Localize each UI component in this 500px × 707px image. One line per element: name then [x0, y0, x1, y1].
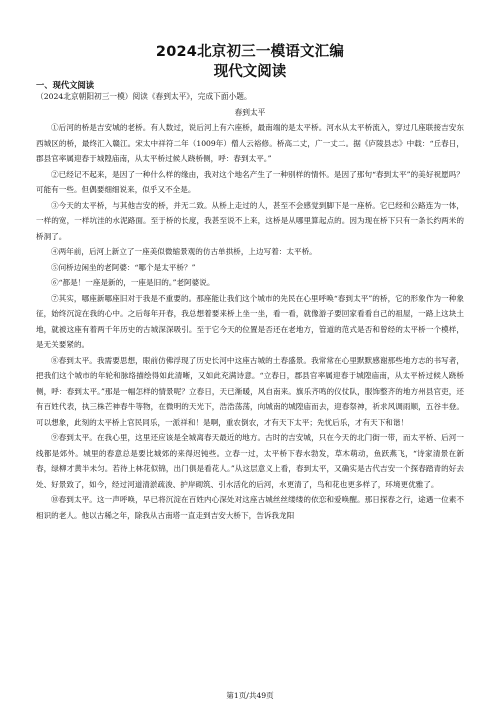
page-number: 第1页/共49页 [226, 691, 274, 700]
paragraph-8: ⑧春到太平。我需要思想，眼前仿佛浮现了历史长河中这座古城的土春盛景。我常常在心里默默感谢那些地方志的书写者，把我们这个城市的年轮和脉络描绘得如此清晰，又如此充满诗意。“立春日，郡县官率属迎春于城隍庙南，从太平桥过候人跷桥侧，呼：春到太平。”那是一幅怎样的情景呢？立春日，天已渐暖，风自南来。旗乐齐鸣的仪仗队，服饰整齐的地方州县官吏，还有百姓代表，执三株芒神春牛等物，在微明的天光下，浩浩荡荡，向城南的城隍庙而去，迎春祭神，祈求风调雨顺，五谷丰登。可以想象，此刻的太平桥上官民同乐，一派祥和！是啊，重农倒农，才有天下太平；先忧后乐，才有天下和谐！ [36, 355, 464, 427]
paragraph-10: ⑩春到太平。这一声呼唤，早已将沉淀在百姓内心深处对这座古城丝丝缕缕的依恋和爱唤醒。那日探春之行，途遇一位素不相识的老人。他以古稀之年，除我从古南塔一直走到吉安大桥下，告诉我龙阳 [36, 495, 464, 520]
section-heading: 一、现代文阅读 [36, 80, 95, 90]
document-subtitle: 现代文阅读 [213, 64, 287, 80]
question-intro: （2024北京朝阳初三一模）阅读《春到太平》，完成下面小题。 [36, 92, 252, 101]
essay-title: 春到太平 [234, 108, 266, 117]
paragraph-3: ③今天的太平桥，与其他吉安的桥，并无二致。从桥上走过的人，甚至不会感觉到脚下是一座桥。它已经和公路连为一体，一样的宽，一样坑洼的水泥路面。至于桥的长度，我甚至说不上来，这桥是从哪里算起点的。因为现在桥下只有一条长约两米的桥洞了。 [36, 200, 464, 241]
paragraph-9: ⑨春到太平。在我心里，这里还应该是全城离春天最近的地方。古时的吉安城，只在今天的北门街一带，而太平桥、后河一线都是郊外。城里的春意总是要比城郊的来得迟钝些。立春一过，太平桥下春水勃发，草木萌动，鱼跃燕飞，“诗家清景在新春，绿柳才黄半未匀。若待上林花似锦，出门俱是看花人。”从这层意义上看，春到太平，又确实是古代吉安一个探春踏青的好去处、好景致了，如今，经过河道清淤疏浚、护岸砌筑、引水活化的后河，水更清了，鸟和花也更多样了，环境更优雅了。 [36, 433, 464, 489]
document-title: 2024北京初三一模语文汇编 [155, 44, 345, 60]
paragraph-6: ⑥“都是！一座是新的，一座是旧的。”老阿婆说。 [51, 278, 215, 287]
paragraph-7: ⑦其实，哪座新哪座旧对于我是不重要的。那座能让我们这个城市的先民在心里呼唤“春到太平”的桥，它的形象作为一种象征，始终沉淀在我的心中。之后每年开春，我总想着要来桥上坐一坐，看一看，就像游子要回家看看自己的祖屋，一路上这块土地，就被这座有着两千年历史的古城深深吸引。至于它今天的位置是否还在老地方，管道的范式是否和曾经的太平桥一个模样，是无关要紧的。 [36, 293, 464, 349]
essay-body [36, 120, 464, 523]
paragraph-4: ④两年前，后河上新立了一座美似微缩景观的仿古单拱桥，上边写着：太平桥。 [51, 247, 317, 256]
paragraph-1: ①后河的桥是吉安城的老桥。有人数过，说后河上有六座桥，最南端的是太平桥。河水从太平桥流入，穿过几座联接吉安东西城区的桥，最终汇入赣江。宋太中祥符二年（1009年）僧人云裕修。桥高二丈，广一丈二。据《庐陵县志》中载：“丘春日，郡县官率属迎春于城隍庙南，从太平桥过候人跷桥侧，呼：春到太平。” [36, 123, 464, 163]
paragraph-5: ⑤问桥边闲坐的老阿婆：“哪个是太平桥？” [51, 262, 196, 272]
paragraph-2: ②已经记不起来，是因了一种什么样的缘由，我对这个地名产生了一种别样的情怀。是因了那句“春到太平”的美好祝愿吗？可能有一些。但偶要细细说来，似乎又不全是。 [36, 169, 464, 194]
